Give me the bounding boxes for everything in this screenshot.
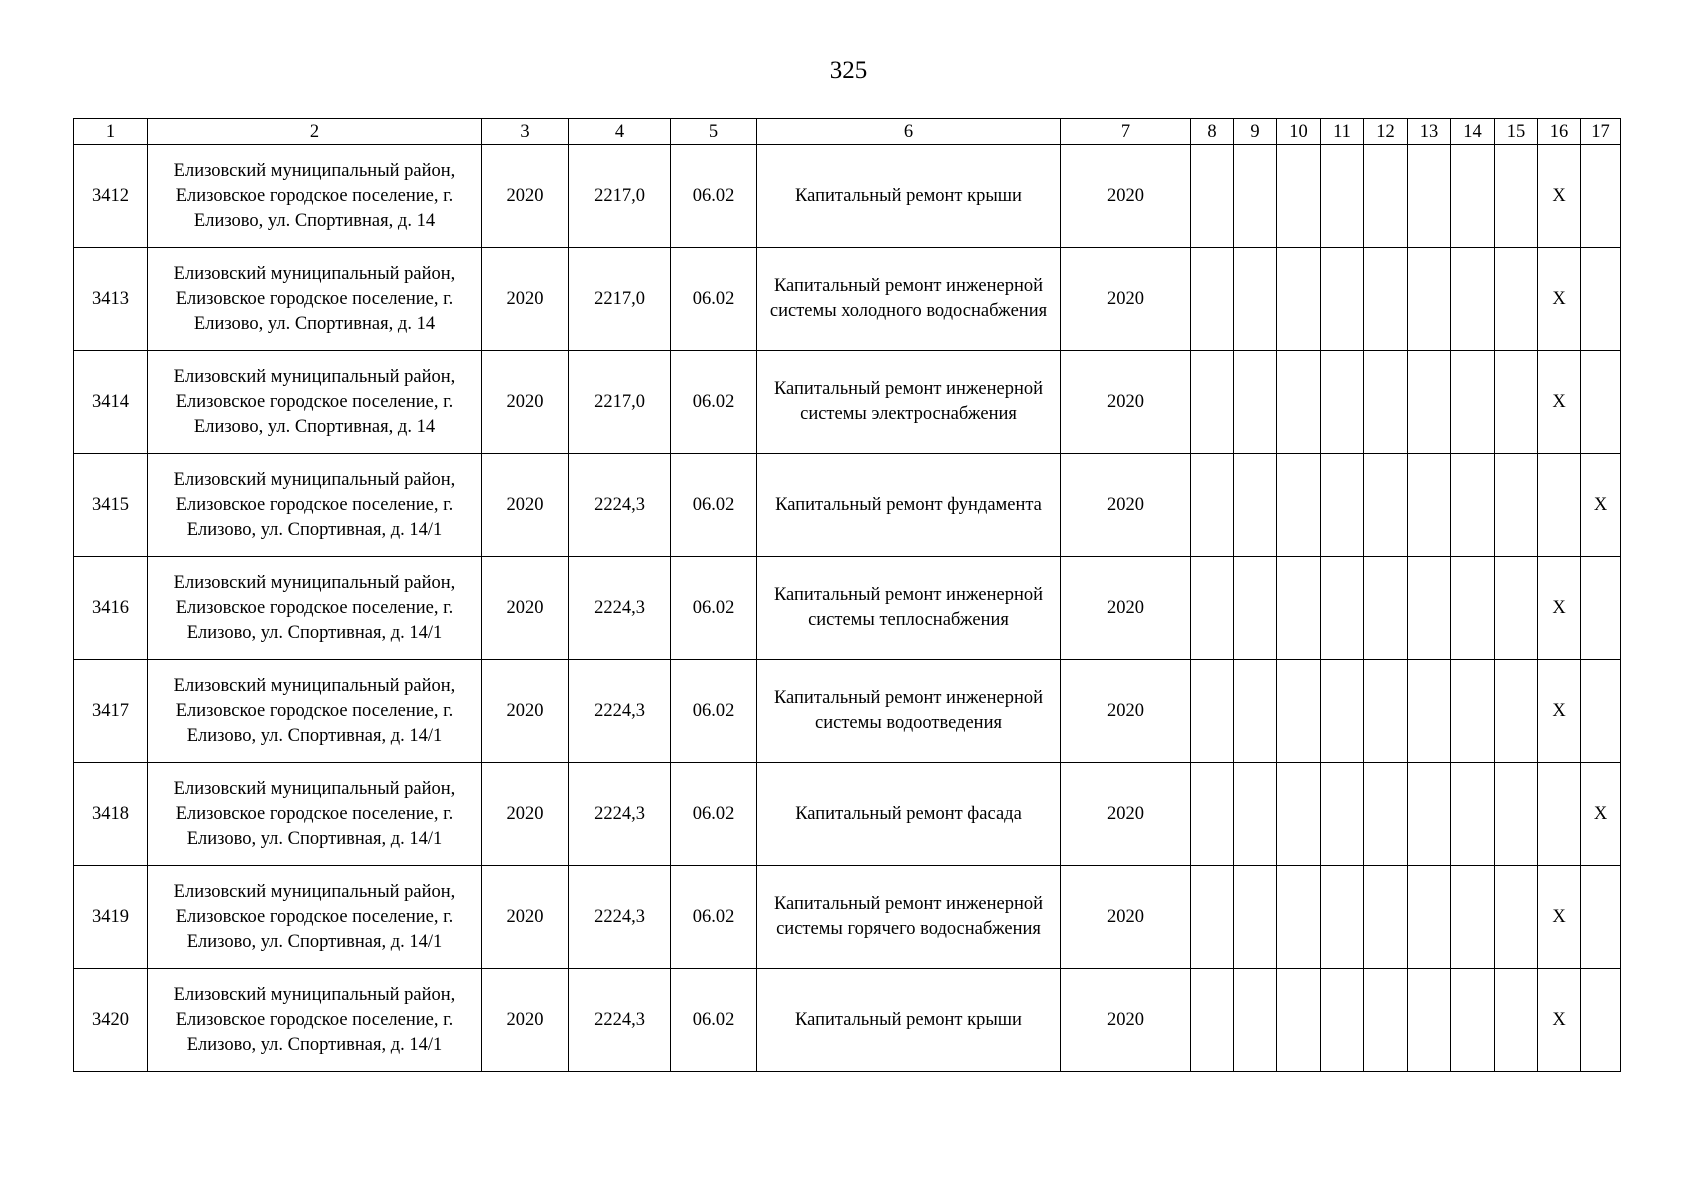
column-header-2: 2: [148, 119, 482, 145]
mark-cell-col-8: [1191, 248, 1234, 351]
year-planned-cell: 2020: [1061, 454, 1191, 557]
mark-cell-col-11: [1321, 763, 1364, 866]
table-row: [74, 557, 1621, 660]
mark-cell-col-10: [1277, 969, 1321, 1072]
year-planned-cell: 2020: [1061, 248, 1191, 351]
table-row: [74, 145, 1621, 248]
row-id-cell: 3419: [74, 866, 148, 969]
mark-cell-col-13: [1408, 145, 1451, 248]
mark-cell-col-9: [1234, 351, 1277, 454]
column-header-10: 10: [1277, 119, 1321, 145]
year-planned-cell: 2020: [1061, 145, 1191, 248]
column-header-6: 6: [757, 119, 1061, 145]
mark-cell-col-16: X: [1538, 145, 1581, 248]
mark-cell-col-15: [1495, 763, 1538, 866]
mark-cell-col-12: [1364, 969, 1408, 1072]
mark-cell-col-16: X: [1538, 248, 1581, 351]
row-id-cell: 3417: [74, 660, 148, 763]
year-built-cell: 2020: [482, 248, 569, 351]
area-cell: 2224,3: [569, 763, 671, 866]
mark-cell-col-15: [1495, 660, 1538, 763]
mark-cell-col-12: [1364, 660, 1408, 763]
mark-cell-col-12: [1364, 145, 1408, 248]
code-cell: 06.02: [671, 248, 757, 351]
year-planned-cell: 2020: [1061, 351, 1191, 454]
row-id-cell: 3418: [74, 763, 148, 866]
mark-cell-col-15: [1495, 866, 1538, 969]
mark-cell-col-17: [1581, 248, 1621, 351]
table-row: [74, 763, 1621, 866]
mark-cell-col-16: X: [1538, 866, 1581, 969]
mark-cell-col-16: [1538, 763, 1581, 866]
table-row: [74, 454, 1621, 557]
year-built-cell: 2020: [482, 763, 569, 866]
mark-cell-col-17: X: [1581, 763, 1621, 866]
row-id-cell: 3416: [74, 557, 148, 660]
mark-cell-col-14: [1451, 557, 1495, 660]
address-cell: Елизовский муниципальный район, Елизовское городское поселение, г. Елизово, ул. Спортивная, д. 14/1: [148, 660, 482, 763]
mark-cell-col-15: [1495, 969, 1538, 1072]
row-id-cell: 3413: [74, 248, 148, 351]
year-built-cell: 2020: [482, 454, 569, 557]
mark-cell-col-17: [1581, 351, 1621, 454]
address-cell: Елизовский муниципальный район, Елизовское городское поселение, г. Елизово, ул. Спортивная, д. 14: [148, 351, 482, 454]
column-header-3: 3: [482, 119, 569, 145]
mark-cell-col-14: [1451, 454, 1495, 557]
work-type-cell: Капитальный ремонт инженерной системы теплоснабжения: [757, 557, 1061, 660]
column-header-8: 8: [1191, 119, 1234, 145]
table-row: [74, 969, 1621, 1072]
mark-cell-col-10: [1277, 351, 1321, 454]
mark-cell-col-8: [1191, 454, 1234, 557]
address-cell: Елизовский муниципальный район, Елизовское городское поселение, г. Елизово, ул. Спортивная, д. 14/1: [148, 866, 482, 969]
year-planned-cell: 2020: [1061, 763, 1191, 866]
column-header-11: 11: [1321, 119, 1364, 145]
work-type-cell: Капитальный ремонт фасада: [757, 763, 1061, 866]
row-id-cell: 3415: [74, 454, 148, 557]
work-type-cell: Капитальный ремонт крыши: [757, 145, 1061, 248]
year-built-cell: 2020: [482, 145, 569, 248]
mark-cell-col-14: [1451, 969, 1495, 1072]
mark-cell-col-10: [1277, 248, 1321, 351]
mark-cell-col-11: [1321, 660, 1364, 763]
mark-cell-col-11: [1321, 454, 1364, 557]
mark-cell-col-13: [1408, 660, 1451, 763]
mark-cell-col-12: [1364, 763, 1408, 866]
mark-cell-col-8: [1191, 557, 1234, 660]
mark-cell-col-10: [1277, 866, 1321, 969]
mark-cell-col-14: [1451, 763, 1495, 866]
table-body: [74, 145, 1621, 1072]
table-row: [74, 248, 1621, 351]
area-cell: 2217,0: [569, 351, 671, 454]
area-cell: 2217,0: [569, 248, 671, 351]
mark-cell-col-12: [1364, 248, 1408, 351]
mark-cell-col-17: X: [1581, 454, 1621, 557]
code-cell: 06.02: [671, 969, 757, 1072]
address-cell: Елизовский муниципальный район, Елизовское городское поселение, г. Елизово, ул. Спортивная, д. 14: [148, 248, 482, 351]
work-type-cell: Капитальный ремонт инженерной системы электроснабжения: [757, 351, 1061, 454]
table-row: [74, 866, 1621, 969]
mark-cell-col-14: [1451, 145, 1495, 248]
column-header-17: 17: [1581, 119, 1621, 145]
column-header-1: 1: [74, 119, 148, 145]
mark-cell-col-17: [1581, 660, 1621, 763]
mark-cell-col-9: [1234, 454, 1277, 557]
page-number: 325: [829, 57, 868, 84]
mark-cell-col-10: [1277, 660, 1321, 763]
year-planned-cell: 2020: [1061, 969, 1191, 1072]
mark-cell-col-11: [1321, 351, 1364, 454]
header-row: [74, 119, 1621, 145]
column-header-15: 15: [1495, 119, 1538, 145]
address-cell: Елизовский муниципальный район, Елизовское городское поселение, г. Елизово, ул. Спортивная, д. 14: [148, 145, 482, 248]
mark-cell-col-16: [1538, 454, 1581, 557]
row-id-cell: 3420: [74, 969, 148, 1072]
mark-cell-col-8: [1191, 763, 1234, 866]
area-cell: 2224,3: [569, 454, 671, 557]
mark-cell-col-10: [1277, 763, 1321, 866]
work-type-cell: Капитальный ремонт инженерной системы холодного водоснабжения: [757, 248, 1061, 351]
mark-cell-col-9: [1234, 557, 1277, 660]
mark-cell-col-12: [1364, 557, 1408, 660]
mark-cell-col-11: [1321, 969, 1364, 1072]
mark-cell-col-16: X: [1538, 969, 1581, 1072]
address-cell: Елизовский муниципальный район, Елизовское городское поселение, г. Елизово, ул. Спортивная, д. 14/1: [148, 454, 482, 557]
mark-cell-col-10: [1277, 454, 1321, 557]
area-cell: 2224,3: [569, 969, 671, 1072]
mark-cell-col-8: [1191, 866, 1234, 969]
mark-cell-col-9: [1234, 763, 1277, 866]
mark-cell-col-13: [1408, 763, 1451, 866]
year-built-cell: 2020: [482, 660, 569, 763]
mark-cell-col-15: [1495, 557, 1538, 660]
mark-cell-col-9: [1234, 866, 1277, 969]
work-type-cell: Капитальный ремонт инженерной системы горячего водоснабжения: [757, 866, 1061, 969]
code-cell: 06.02: [671, 660, 757, 763]
work-type-cell: Капитальный ремонт фундамента: [757, 454, 1061, 557]
mark-cell-col-11: [1321, 145, 1364, 248]
mark-cell-col-12: [1364, 866, 1408, 969]
code-cell: 06.02: [671, 351, 757, 454]
table-row: [74, 351, 1621, 454]
column-header-9: 9: [1234, 119, 1277, 145]
mark-cell-col-17: [1581, 557, 1621, 660]
year-built-cell: 2020: [482, 557, 569, 660]
mark-cell-col-15: [1495, 454, 1538, 557]
mark-cell-col-14: [1451, 660, 1495, 763]
mark-cell-col-10: [1277, 145, 1321, 248]
mark-cell-col-13: [1408, 248, 1451, 351]
mark-cell-col-11: [1321, 557, 1364, 660]
column-header-4: 4: [569, 119, 671, 145]
row-id-cell: 3412: [74, 145, 148, 248]
mark-cell-col-13: [1408, 454, 1451, 557]
mark-cell-col-13: [1408, 351, 1451, 454]
mark-cell-col-14: [1451, 351, 1495, 454]
mark-cell-col-13: [1408, 557, 1451, 660]
mark-cell-col-8: [1191, 351, 1234, 454]
mark-cell-col-15: [1495, 145, 1538, 248]
table-row: [74, 660, 1621, 763]
column-header-16: 16: [1538, 119, 1581, 145]
column-header-5: 5: [671, 119, 757, 145]
mark-cell-col-8: [1191, 660, 1234, 763]
mark-cell-col-12: [1364, 351, 1408, 454]
mark-cell-col-10: [1277, 557, 1321, 660]
mark-cell-col-14: [1451, 866, 1495, 969]
code-cell: 06.02: [671, 763, 757, 866]
mark-cell-col-9: [1234, 248, 1277, 351]
row-id-cell: 3414: [74, 351, 148, 454]
work-type-cell: Капитальный ремонт крыши: [757, 969, 1061, 1072]
mark-cell-col-15: [1495, 248, 1538, 351]
column-header-13: 13: [1408, 119, 1451, 145]
column-header-12: 12: [1364, 119, 1408, 145]
year-planned-cell: 2020: [1061, 866, 1191, 969]
mark-cell-col-15: [1495, 351, 1538, 454]
mark-cell-col-9: [1234, 969, 1277, 1072]
area-cell: 2217,0: [569, 145, 671, 248]
mark-cell-col-16: X: [1538, 557, 1581, 660]
mark-cell-col-12: [1364, 454, 1408, 557]
area-cell: 2224,3: [569, 866, 671, 969]
area-cell: 2224,3: [569, 557, 671, 660]
mark-cell-col-13: [1408, 866, 1451, 969]
mark-cell-col-9: [1234, 660, 1277, 763]
mark-cell-col-13: [1408, 969, 1451, 1072]
mark-cell-col-14: [1451, 248, 1495, 351]
mark-cell-col-16: X: [1538, 351, 1581, 454]
mark-cell-col-16: X: [1538, 660, 1581, 763]
mark-cell-col-17: [1581, 145, 1621, 248]
work-type-cell: Капитальный ремонт инженерной системы водоотведения: [757, 660, 1061, 763]
column-header-14: 14: [1451, 119, 1495, 145]
year-planned-cell: 2020: [1061, 660, 1191, 763]
column-header-7: 7: [1061, 119, 1191, 145]
mark-cell-col-9: [1234, 145, 1277, 248]
address-cell: Елизовский муниципальный район, Елизовское городское поселение, г. Елизово, ул. Спортивная, д. 14/1: [148, 557, 482, 660]
code-cell: 06.02: [671, 145, 757, 248]
code-cell: 06.02: [671, 866, 757, 969]
mark-cell-col-11: [1321, 866, 1364, 969]
mark-cell-col-17: [1581, 866, 1621, 969]
year-built-cell: 2020: [482, 351, 569, 454]
year-built-cell: 2020: [482, 866, 569, 969]
area-cell: 2224,3: [569, 660, 671, 763]
mark-cell-col-17: [1581, 969, 1621, 1072]
address-cell: Елизовский муниципальный район, Елизовское городское поселение, г. Елизово, ул. Спортивная, д. 14/1: [148, 763, 482, 866]
mark-cell-col-11: [1321, 248, 1364, 351]
mark-cell-col-8: [1191, 145, 1234, 248]
year-built-cell: 2020: [482, 969, 569, 1072]
address-cell: Елизовский муниципальный район, Елизовское городское поселение, г. Елизово, ул. Спортивная, д. 14/1: [148, 969, 482, 1072]
capital-repair-table: [73, 118, 1621, 1072]
code-cell: 06.02: [671, 454, 757, 557]
mark-cell-col-8: [1191, 969, 1234, 1072]
year-planned-cell: 2020: [1061, 557, 1191, 660]
code-cell: 06.02: [671, 557, 757, 660]
